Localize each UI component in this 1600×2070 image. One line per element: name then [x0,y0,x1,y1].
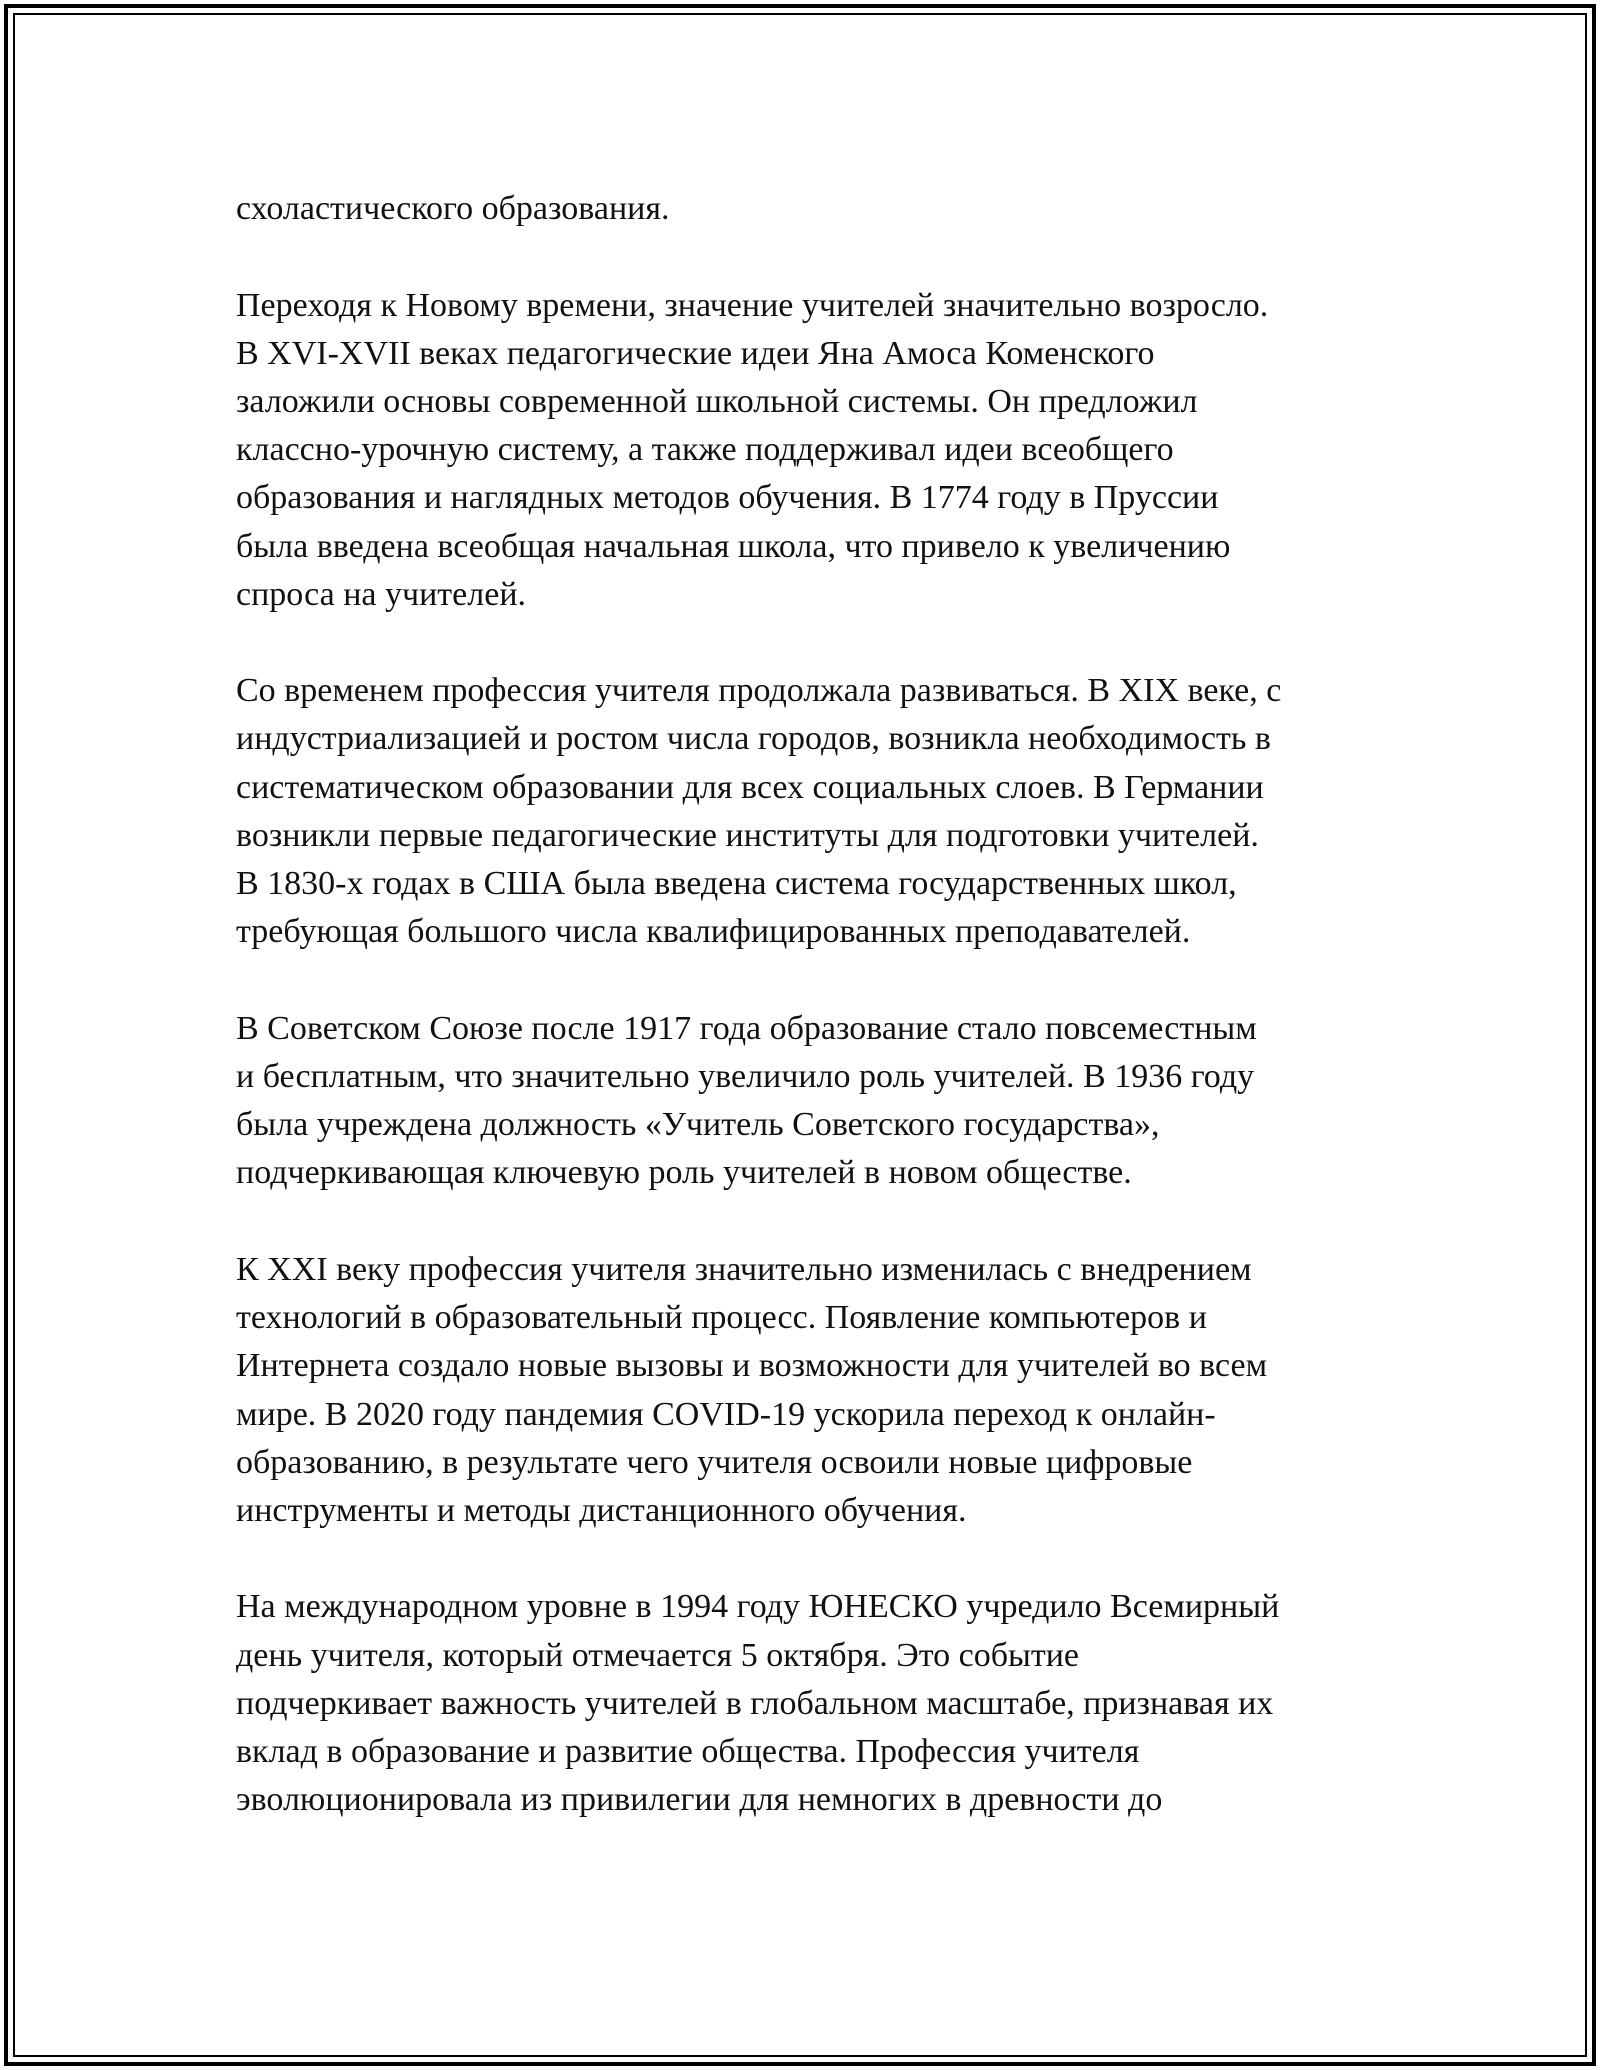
text-line: схоластического образования. [236,190,670,227]
text-line: спроса на учителей. [236,575,527,613]
text-line: индустриализацией и ростом числа городов, возникла необходимость в [236,720,1271,758]
text-line: классно-урочную систему, а также поддерживал идеи всеобщего [236,431,1174,469]
paragraph-gap [236,1535,1386,1583]
text-line: заложили основы современной школьной системы. Он предложил [236,382,1198,420]
text-line: вклад в образование и развитие общества. Профессия учителя [236,1733,1140,1771]
paragraph-4 [236,1005,1386,1198]
text-line: В XVI-XVII веках педагогические идеи Яна Амоса Коменского [236,334,1155,372]
text-line: К XXI веку профессия учителя значительно изменилась с внедрением [236,1250,1252,1288]
text-line: возникли первые педагогические институты для подготовки учителей. [236,816,1259,854]
text-line: подчеркивающая ключевую роль учителей в новом обществе. [236,1154,1132,1192]
text-line: образованию, в результате чего учителя освоили новые цифровые [236,1443,1193,1481]
text-line: мире. В 2020 году пандемия COVID-19 ускорила переход к онлайн- [236,1395,1216,1433]
text-line: В 1830-х годах в США была введена система государственных школ, [236,865,1237,903]
text-line: день учителя, который отмечается 5 октября. Это событие [236,1636,1079,1674]
paragraph-1 [236,185,1386,233]
text-line: была учреждена должность «Учитель Советского государства», [236,1106,1160,1144]
text-line: инструменты и методы дистанционного обучения. [236,1491,967,1529]
text-line: систематическом образовании для всех социальных слоев. В Германии [236,768,1264,806]
text-line: На международном уровне в 1994 году ЮНЕСКО учредило Всемирный [236,1588,1280,1626]
text-line: эволюционировала из привилегии для немногих в древности до [236,1781,1163,1819]
text-line: образования и наглядных методов обучения. В 1774 году в Пруссии [236,479,1219,517]
paragraph-gap [236,233,1386,281]
page-body [236,185,1386,1824]
text-line: требующая большого числа квалифицированных преподавателей. [236,913,1191,951]
paragraph-3 [236,667,1386,956]
paragraph-2 [236,282,1386,619]
text-line: Интернета создало новые вызовы и возможности для учителей во всем [236,1347,1268,1385]
text-line: и бесплатным, что значительно увеличило роль учителей. В 1936 году [236,1057,1255,1095]
paragraph-gap [236,1198,1386,1246]
text-line: Со временем профессия учителя продолжала развиваться. В XIX веке, с [236,672,1282,710]
paragraph-6 [236,1583,1386,1824]
text-line: технологий в образовательный процесс. Появление компьютеров и [236,1299,1207,1337]
text-line: В Советском Союзе после 1917 года образование стало повсеместным [236,1009,1257,1047]
text-line: Переходя к Новому времени, значение учителей значительно возросло. [236,286,1269,324]
text-line: была введена всеобщая начальная школа, что привело к увеличению [236,527,1231,565]
paragraph-5 [236,1246,1386,1535]
text-line: подчеркивает важность учителей в глобальном масштабе, признавая их [236,1684,1274,1722]
paragraph-gap [236,619,1386,667]
paragraph-gap [236,956,1386,1004]
